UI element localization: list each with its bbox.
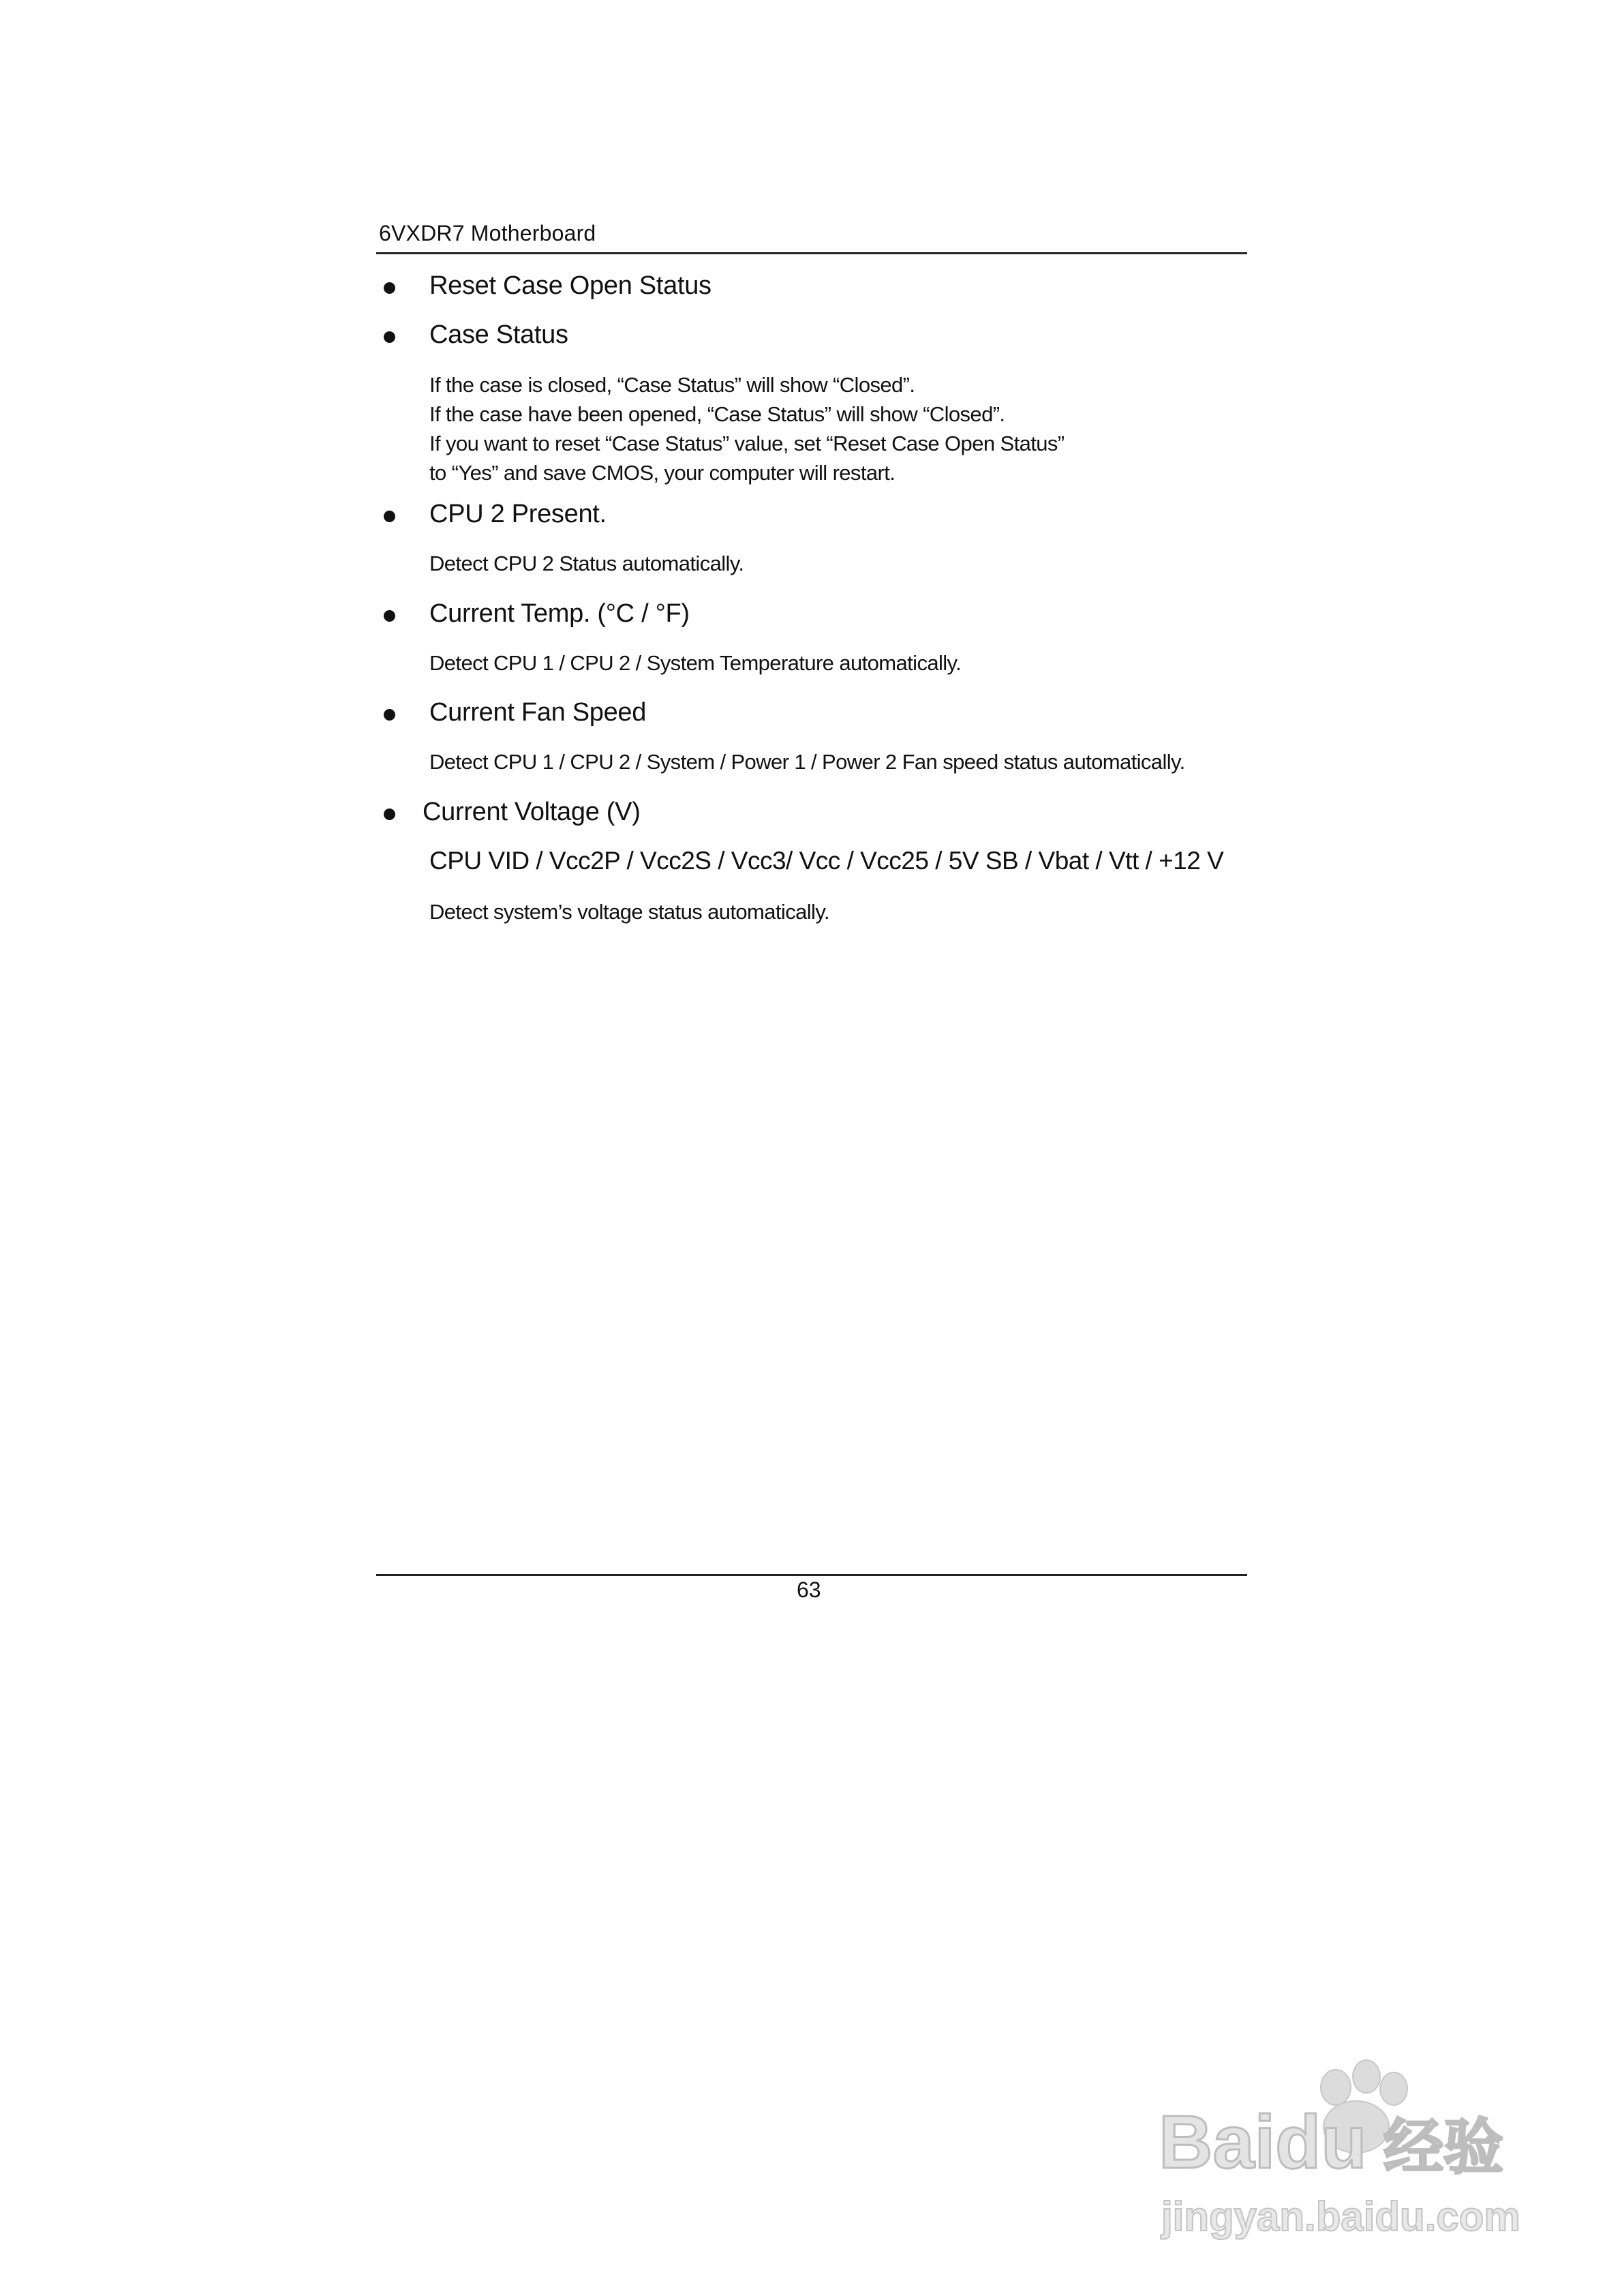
item-description bbox=[429, 897, 829, 926]
description-line: If the case have been opened, “Case Status” will show “Closed”. bbox=[429, 402, 1005, 426]
watermark-brand-cn: 经验 bbox=[1383, 2112, 1504, 2182]
item-description bbox=[429, 549, 744, 578]
item-heading: Current Fan Speed bbox=[429, 698, 647, 727]
item-heading: Reset Case Open Status bbox=[429, 271, 711, 300]
description-line: If the case is closed, “Case Status” will show “Closed”. bbox=[429, 373, 915, 397]
bullet-icon bbox=[384, 331, 395, 343]
bullet-icon bbox=[384, 809, 395, 820]
description-line: If you want to reset “Case Status” value, set “Reset Case Open Status” bbox=[429, 432, 1065, 455]
voltage-list: CPU VID / Vcc2P / Vcc2S / Vcc3/ Vcc / Vcc25 / 5V SB / Vbat / Vtt / +12 V bbox=[429, 847, 1224, 875]
bullet-icon bbox=[384, 709, 395, 721]
watermark-url: jingyan.baidu.com bbox=[1161, 2194, 1520, 2239]
item-heading: Current Voltage (V) bbox=[423, 798, 641, 826]
footer-divider bbox=[376, 1574, 1247, 1576]
baidu-jingyan-watermark bbox=[1131, 2052, 1554, 2256]
item-description bbox=[429, 648, 961, 678]
item-heading: Current Temp. (°C / °F) bbox=[429, 599, 690, 628]
description-line: Detect CPU 1 / CPU 2 / System Temperature automatically. bbox=[429, 651, 962, 675]
item-description bbox=[429, 370, 1065, 487]
bullet-icon bbox=[384, 610, 395, 622]
description-line: to “Yes” and save CMOS, your computer will restart. bbox=[429, 461, 896, 485]
watermark-brand: Baidu bbox=[1159, 2100, 1367, 2184]
description-line: Detect CPU 2 Status automatically. bbox=[429, 552, 744, 575]
item-heading: CPU 2 Present. bbox=[429, 500, 607, 528]
header-divider bbox=[376, 252, 1247, 254]
item-description bbox=[429, 747, 1185, 776]
item-heading: Case Status bbox=[429, 320, 568, 349]
page-number: 63 bbox=[797, 1577, 821, 1602]
page-header-title: 6VXDR7 Motherboard bbox=[379, 221, 596, 245]
description-line: Detect CPU 1 / CPU 2 / System / Power 1 / Power 2 Fan speed status automatically. bbox=[429, 750, 1185, 774]
bullet-icon bbox=[384, 282, 395, 294]
description-line: Detect system’s voltage status automatically. bbox=[429, 900, 829, 924]
bullet-icon bbox=[384, 511, 395, 522]
